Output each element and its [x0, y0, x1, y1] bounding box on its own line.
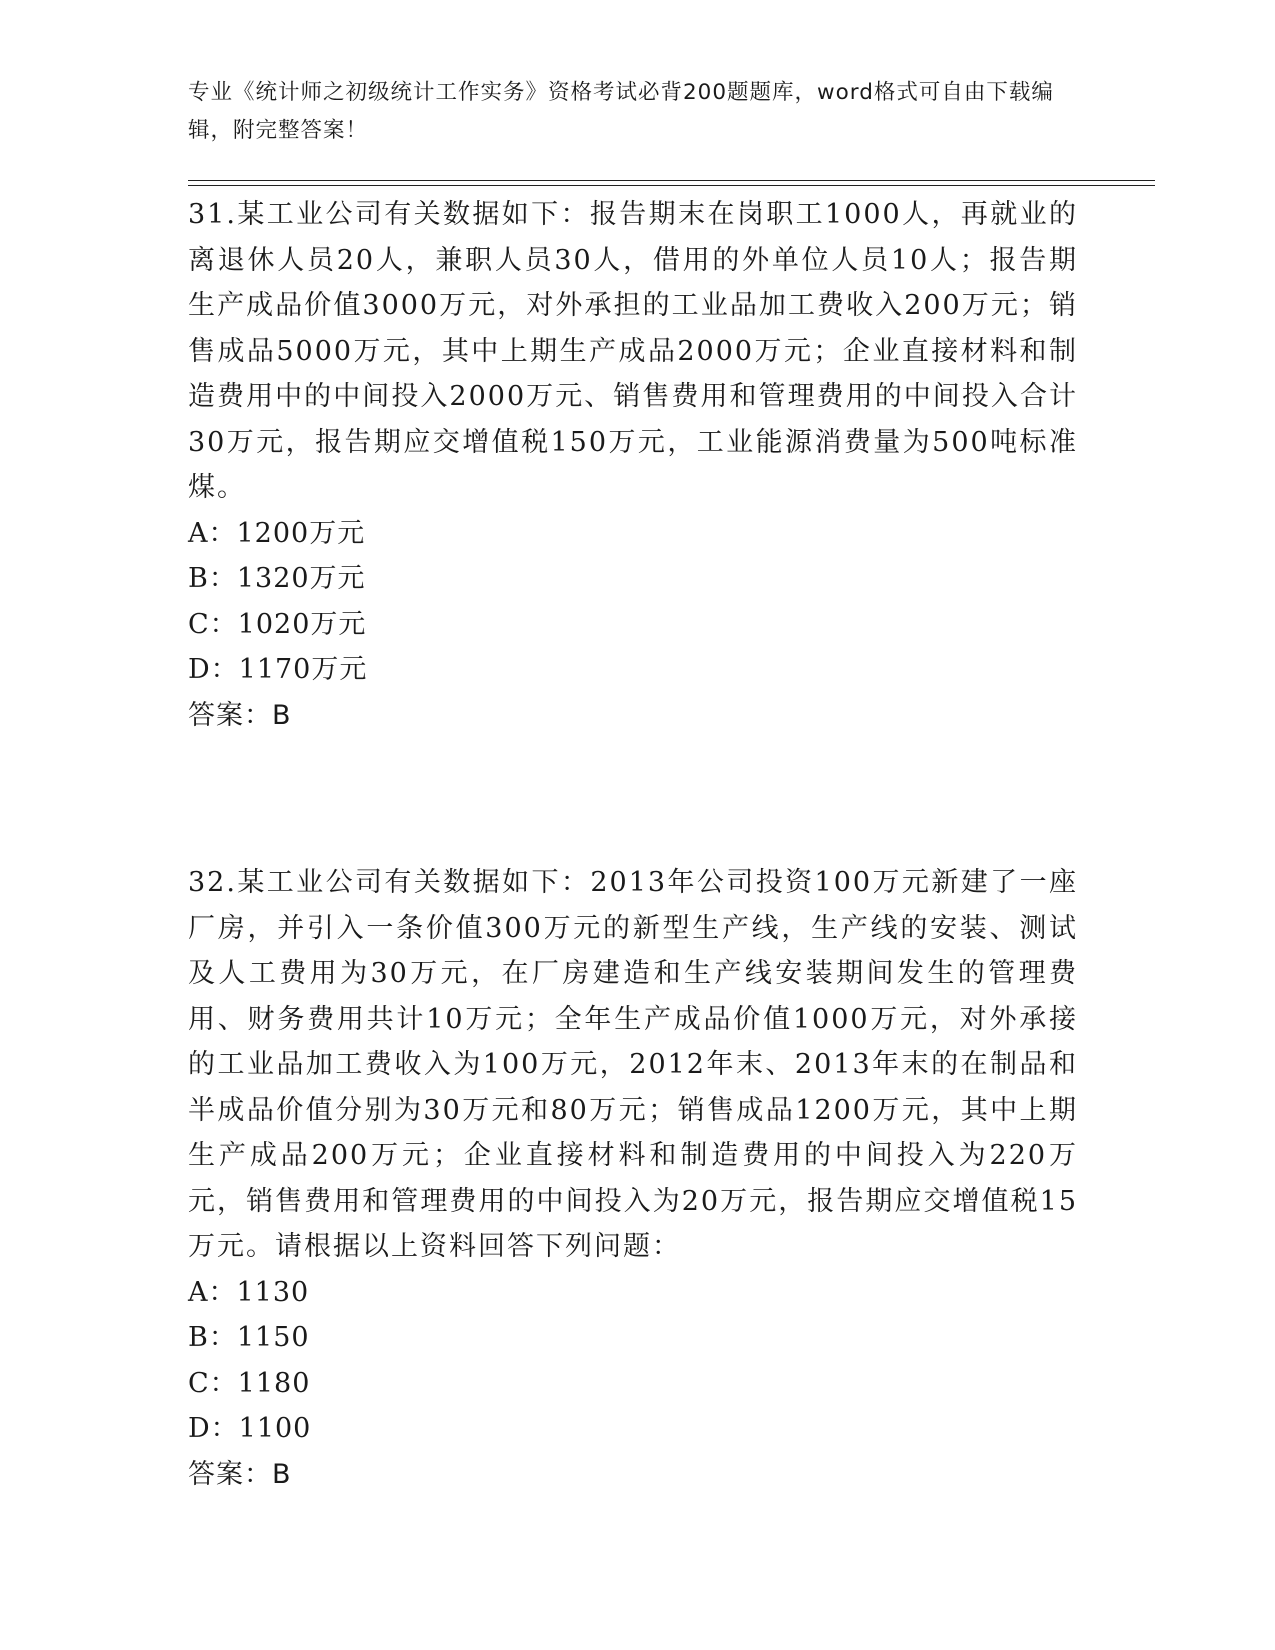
option-list [188, 1270, 1078, 1452]
option-a: A：1130 [188, 1276, 310, 1308]
header-divider-bottom [188, 185, 1155, 186]
document-header: 专业《统计师之初级统计工作实务》资格考试必背200题题库，word格式可自由下载编辑，附完整答案！ [188, 80, 1054, 143]
option-c: C：1020万元 [188, 608, 367, 640]
question-stem: 31.某工业公司有关数据如下：报告期末在岗职工1000人，再就业的离退休人员20人，兼职人员30人，借用的外单位人员10人；报告期生产成品价值3000万元，对外承担的工业品加工费收入200万元；销售成品5000万元，其中上期生产成品2000万元；企业直接材料和制造费用中的中间投入2000万元、销售费用和管理费用的中间投入合计30万元，报告期应交增值税150万元，工业能源消费量为500吨标准煤。 [188, 199, 1078, 503]
option-d: D：1100 [188, 1413, 312, 1444]
option-b: B：1320万元 [188, 563, 366, 594]
option-b: B：1150 [188, 1322, 310, 1353]
answer-line: 答案：B [188, 699, 292, 731]
answer-line: 答案：B [188, 1458, 292, 1490]
option-c: C：1180 [188, 1367, 311, 1399]
question-32 [188, 860, 1078, 1497]
question-31 [188, 192, 1078, 738]
option-d: D：1170万元 [188, 654, 368, 685]
question-stem: 32.某工业公司有关数据如下：2013年公司投资100万元新建了一座厂房，并引入一条价值300万元的新型生产线，生产线的安装、测试及人工费用为30万元，在厂房建造和生产线安装期间发生的管理费用、财务费用共计10万元；全年生产成品价值1000万元，对外承接的工业品加工费收入为100万元，2012年末、2013年末的在制品和半成品价值分别为30万元和80万元；销售成品1200万元，其中上期生产成品200万元；企业直接材料和制造费用的中间投入为220万元，销售费用和管理费用的中间投入为20万元，报告期应交增值税15万元。请根据以上资料回答下列问题： [188, 867, 1078, 1262]
option-a: A：1200万元 [188, 517, 366, 549]
header-divider-top [188, 180, 1155, 181]
option-list [188, 511, 1078, 693]
